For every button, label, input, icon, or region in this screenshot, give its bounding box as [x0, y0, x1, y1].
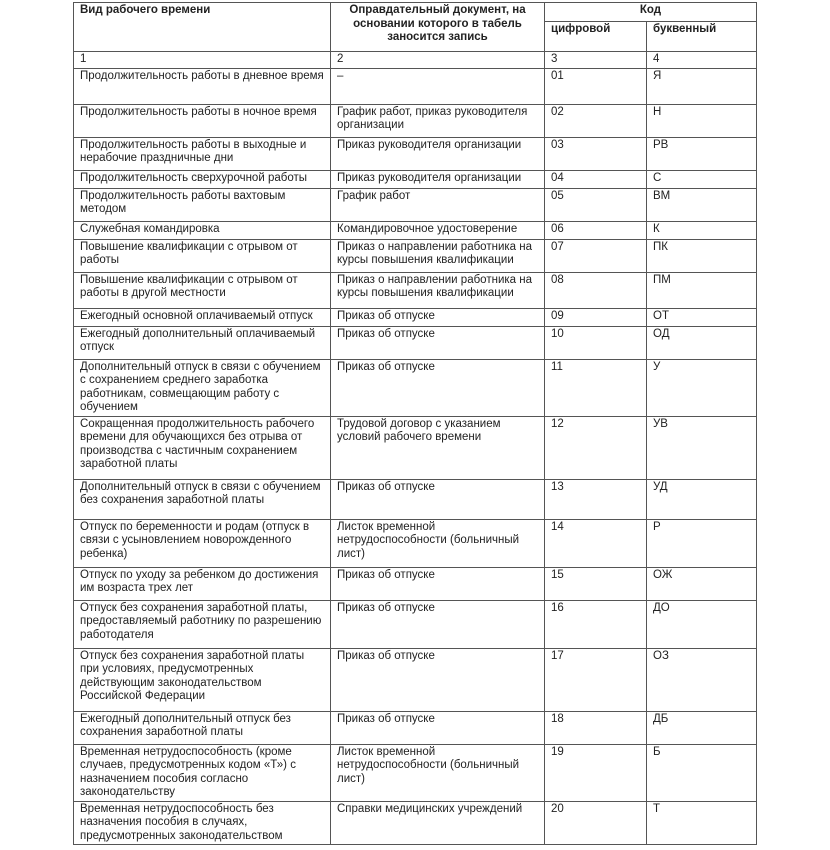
table-row [74, 221, 757, 239]
row-work-time-kind: Ежегодный основной оплачиваемый отпуск [74, 308, 331, 326]
row-justifying-document: Приказ руководителя организации [331, 137, 545, 170]
row-digital-code: 18 [545, 711, 647, 744]
row-justifying-document: Трудовой договор с указанием условий рабочего времени [331, 416, 545, 479]
table-row [74, 239, 757, 272]
table-row [74, 104, 757, 137]
row-digital-code: 13 [545, 479, 647, 519]
row-justifying-document: Приказ об отпуске [331, 711, 545, 744]
row-work-time-kind: Дополнительный отпуск в связи с обучением с сохранением среднего заработка работникам, совмещающим работу с обучением [74, 359, 331, 416]
row-justifying-document: Приказ о направлении работника на курсы повышения квалификации [331, 272, 545, 308]
row-digital-code: 14 [545, 519, 647, 567]
row-digital-code: 09 [545, 308, 647, 326]
row-digital-code: 11 [545, 359, 647, 416]
row-digital-code: 15 [545, 567, 647, 600]
row-justifying-document: Приказ об отпуске [331, 479, 545, 519]
row-letter-code: ПК [647, 239, 757, 272]
row-letter-code: ОЗ [647, 648, 757, 711]
row-work-time-kind: Отпуск по уходу за ребенком до достижения им возраста трех лет [74, 567, 331, 600]
table-row [74, 188, 757, 221]
table-row [74, 326, 757, 359]
header-row [74, 3, 757, 22]
row-justifying-document: Приказ о направлении работника на курсы повышения квалификации [331, 239, 545, 272]
row-work-time-kind: Продолжительность сверхурочной работы [74, 170, 331, 188]
table-row [74, 359, 757, 416]
row-digital-code: 20 [545, 801, 647, 845]
row-work-time-kind: Сокращенная продолжительность рабочего времени для обучающихся без отрыва от производства с частичным сохранением заработной платы [74, 416, 331, 479]
row-letter-code: ОД [647, 326, 757, 359]
row-justifying-document: Командировочное удостоверение [331, 221, 545, 239]
row-justifying-document: Приказ об отпуске [331, 648, 545, 711]
row-letter-code: Н [647, 104, 757, 137]
row-work-time-kind: Ежегодный дополнительный отпуск без сохранения заработной платы [74, 711, 331, 744]
column-number: 3 [545, 52, 647, 69]
row-letter-code: Т [647, 801, 757, 845]
table-row [74, 68, 757, 104]
row-letter-code: К [647, 221, 757, 239]
row-digital-code: 12 [545, 416, 647, 479]
header-justifying-document: Оправдательный документ, на основании которого в табель заносится запись [331, 3, 545, 52]
row-work-time-kind: Отпуск без сохранения заработной платы, предоставляемый работнику по разрешению работодателя [74, 600, 331, 648]
row-letter-code: ВМ [647, 188, 757, 221]
header-digital-code: цифровой [545, 22, 647, 52]
row-justifying-document: Листок временной нетрудоспособности (больничный лист) [331, 744, 545, 801]
row-justifying-document: График работ [331, 188, 545, 221]
row-digital-code: 16 [545, 600, 647, 648]
row-work-time-kind: Продолжительность работы в ночное время [74, 104, 331, 137]
row-work-time-kind: Отпуск без сохранения заработной платы при условиях, предусмотренных действующим законодательством Российской Федерации [74, 648, 331, 711]
table-row [74, 137, 757, 170]
row-work-time-kind: Временная нетрудоспособность без назначения пособия в случаях, предусмотренных законодательством [74, 801, 331, 845]
table-row [74, 801, 757, 845]
row-letter-code: Б [647, 744, 757, 801]
table-row [74, 479, 757, 519]
row-work-time-kind: Продолжительность работы в выходные и нерабочие праздничные дни [74, 137, 331, 170]
row-work-time-kind: Повышение квалификации с отрывом от работы [74, 239, 331, 272]
row-work-time-kind: Служебная командировка [74, 221, 331, 239]
table-row [74, 648, 757, 711]
header-work-time-kind: Вид рабочего времени [74, 3, 331, 52]
row-justifying-document: Приказ об отпуске [331, 308, 545, 326]
table-row [74, 600, 757, 648]
table-row [74, 170, 757, 188]
row-letter-code: У [647, 359, 757, 416]
row-justifying-document: Приказ об отпуске [331, 326, 545, 359]
row-digital-code: 10 [545, 326, 647, 359]
row-letter-code: РВ [647, 137, 757, 170]
column-number: 2 [331, 52, 545, 69]
row-digital-code: 02 [545, 104, 647, 137]
row-letter-code: ОТ [647, 308, 757, 326]
column-number-row [74, 52, 757, 69]
row-digital-code: 05 [545, 188, 647, 221]
row-letter-code: С [647, 170, 757, 188]
row-work-time-kind: Отпуск по беременности и родам (отпуск в связи с усыновлением новорожденного ребенка) [74, 519, 331, 567]
row-work-time-kind: Продолжительность работы вахтовым методом [74, 188, 331, 221]
row-letter-code: ПМ [647, 272, 757, 308]
row-work-time-kind: Продолжительность работы в дневное время [74, 68, 331, 104]
row-justifying-document: – [331, 68, 545, 104]
row-letter-code: УД [647, 479, 757, 519]
row-letter-code: УВ [647, 416, 757, 479]
row-work-time-kind: Ежегодный дополнительный оплачиваемый отпуск [74, 326, 331, 359]
header-letter-code: буквенный [647, 22, 757, 52]
row-digital-code: 01 [545, 68, 647, 104]
row-work-time-kind: Временная нетрудоспособность (кроме случаев, предусмотренных кодом «Т») с назначением пособия согласно законодательству [74, 744, 331, 801]
row-digital-code: 04 [545, 170, 647, 188]
header-code: Код [545, 3, 757, 22]
row-letter-code: ДО [647, 600, 757, 648]
column-number: 1 [74, 52, 331, 69]
row-justifying-document: График работ, приказ руководителя организации [331, 104, 545, 137]
row-work-time-kind: Повышение квалификации с отрывом от работы в другой местности [74, 272, 331, 308]
table-row [74, 744, 757, 801]
row-justifying-document: Справки медицинских учреждений [331, 801, 545, 845]
column-number: 4 [647, 52, 757, 69]
row-justifying-document: Приказ об отпуске [331, 600, 545, 648]
timesheet-codes-table [73, 2, 757, 845]
row-digital-code: 19 [545, 744, 647, 801]
row-justifying-document: Приказ об отпуске [331, 359, 545, 416]
row-justifying-document: Листок временной нетрудоспособности (больничный лист) [331, 519, 545, 567]
row-work-time-kind: Дополнительный отпуск в связи с обучением без сохранения заработной платы [74, 479, 331, 519]
row-digital-code: 17 [545, 648, 647, 711]
row-digital-code: 08 [545, 272, 647, 308]
row-letter-code: ОЖ [647, 567, 757, 600]
table-row [74, 567, 757, 600]
table-row [74, 272, 757, 308]
table-row [74, 308, 757, 326]
table-row [74, 711, 757, 744]
row-letter-code: Р [647, 519, 757, 567]
row-digital-code: 03 [545, 137, 647, 170]
row-justifying-document: Приказ руководителя организации [331, 170, 545, 188]
row-digital-code: 07 [545, 239, 647, 272]
row-letter-code: ДБ [647, 711, 757, 744]
row-justifying-document: Приказ об отпуске [331, 567, 545, 600]
table-row [74, 519, 757, 567]
row-letter-code: Я [647, 68, 757, 104]
row-digital-code: 06 [545, 221, 647, 239]
table-row [74, 416, 757, 479]
